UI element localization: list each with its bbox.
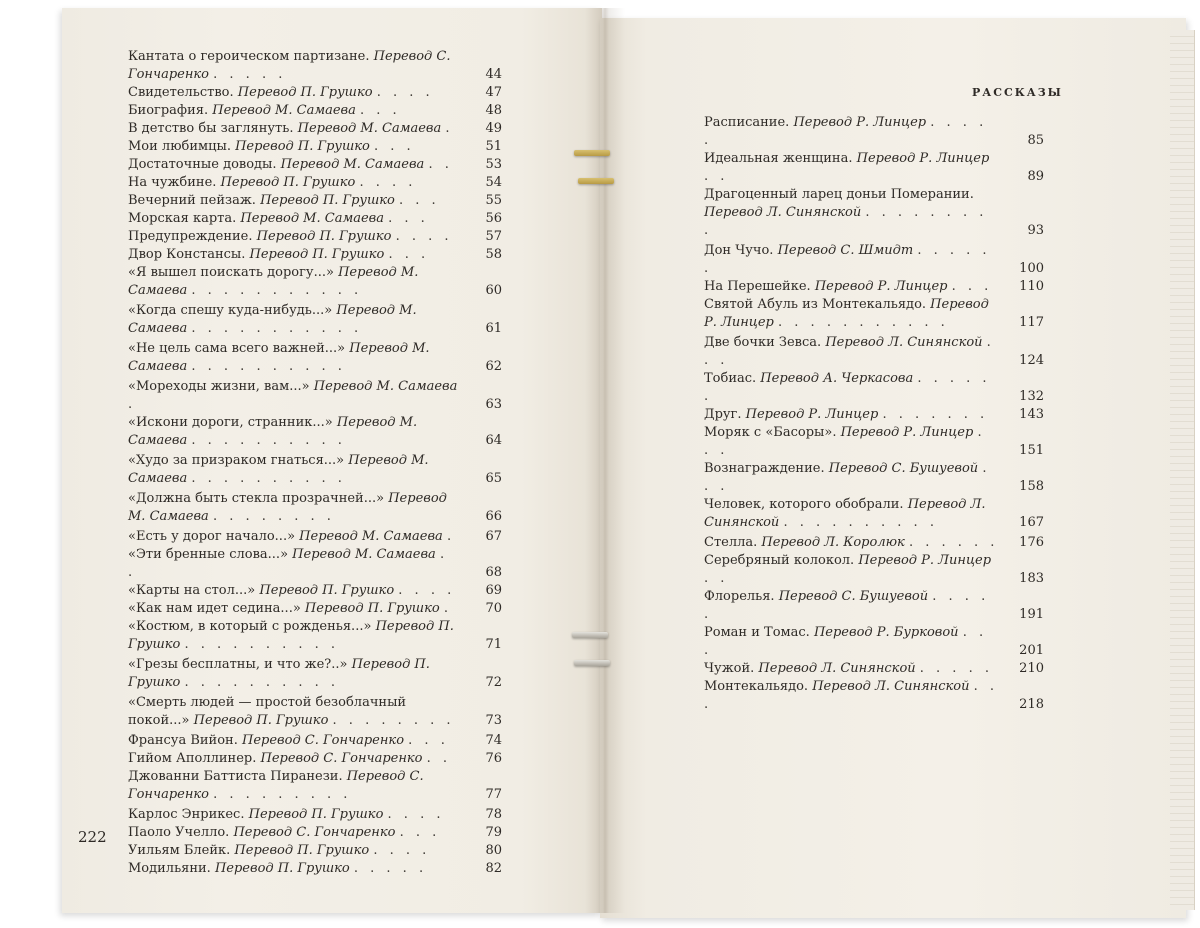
toc-entry: Роман и Томас. Перевод Р. Бурковой . . . 201 bbox=[704, 625, 1044, 658]
toc-entry: Драгоценный ларец доньи Померании. Перевод Л. Синянской . . . . . . . . . 93 bbox=[704, 187, 1044, 238]
entry-translator: Перевод М. Самаева bbox=[128, 265, 419, 298]
entry-translator: Перевод С. Бушуевой bbox=[778, 589, 929, 604]
entry-title: Паоло Учелло. bbox=[128, 825, 230, 840]
entry-translator: Перевод П. Грушко bbox=[260, 193, 395, 208]
entry-title: Тобиас. bbox=[704, 371, 757, 386]
entry-page: 65 bbox=[485, 471, 502, 486]
entry-page: 79 bbox=[485, 825, 502, 840]
staple-bottom-lower bbox=[574, 660, 610, 666]
entry-translator: Перевод С. Гончаренко bbox=[128, 49, 451, 82]
entry-translator: Перевод П. Грушко bbox=[235, 139, 370, 154]
entry-translator: Перевод П. Грушко bbox=[237, 85, 373, 100]
toc-entry: «Не цель сама всего важней...» Перевод М. Самаева . . . . . . . . . . 62 bbox=[128, 341, 502, 374]
entry-title: «Эти бренные слова...» bbox=[128, 547, 289, 562]
toc-entry: «Я вышел поискать дорогу...» Перевод М. Самаева . . . . . . . . . . . 60 bbox=[128, 265, 502, 298]
entry-page: 53 bbox=[485, 157, 502, 172]
entry-translator: Перевод С. Гончаренко bbox=[260, 751, 423, 766]
entry-title: «Как нам идет седина...» bbox=[128, 601, 301, 616]
toc-entry: Расписание. Перевод Р. Линцер . . . . . 85 bbox=[704, 115, 1044, 148]
toc-entry: Серебряный колокол. Перевод Р. Линцер . . 183 bbox=[704, 553, 1044, 586]
toc-entry: Человек, которого обобрали. Перевод Л. Синянской . . . . . . . . . . 167 bbox=[704, 497, 1044, 530]
entry-title: «Мореходы жизни, вам...» bbox=[128, 379, 310, 394]
entry-title: Монтекальядо. bbox=[704, 679, 809, 694]
entry-page: 49 bbox=[485, 121, 502, 136]
entry-translator: Перевод П. Грушко bbox=[304, 601, 440, 616]
entry-title: «Я вышел поискать дорогу...» bbox=[128, 265, 334, 280]
toc-entry: Двор Констансы. Перевод П. Грушко . . . 58 bbox=[128, 247, 502, 262]
section-title: РАССКАЗЫ bbox=[972, 86, 1063, 99]
entry-page: 69 bbox=[485, 583, 502, 598]
toc-entry: «Эти бренные слова...» Перевод М. Самаева . . 68 bbox=[128, 547, 502, 580]
entry-title: «Когда спешу куда-нибудь...» bbox=[128, 303, 333, 318]
entry-translator: Перевод М. Самаева bbox=[280, 157, 425, 172]
entry-translator: Перевод Р. Линцер bbox=[840, 425, 974, 440]
entry-page: 57 bbox=[485, 229, 502, 244]
toc-entry: «Смерть людей — простой безоблачный покой...» Перевод П. Грушко . . . . . . . . 73 bbox=[128, 695, 502, 728]
entry-title: Кантата о героическом партизане. bbox=[128, 49, 370, 64]
entry-title: «Грезы бесплатны, и что же?..» bbox=[128, 657, 348, 672]
toc-entry: «Мореходы жизни, вам...» Перевод М. Самаева . 63 bbox=[128, 379, 502, 412]
entry-translator: Перевод М. Самаева bbox=[212, 103, 356, 118]
entry-title: Идеальная женщина. bbox=[704, 151, 853, 166]
entry-title: Дон Чучо. bbox=[704, 243, 774, 258]
entry-title: «Есть у дорог начало...» bbox=[128, 529, 296, 544]
toc-entry: Моряк с «Басоры». Перевод Р. Линцер . . . 151 bbox=[704, 425, 1044, 458]
entry-page: 167 bbox=[1019, 515, 1044, 530]
entry-title: Франсуа Вийон. bbox=[128, 733, 238, 748]
entry-translator: Перевод М. Самаева bbox=[299, 529, 443, 544]
entry-page: 76 bbox=[485, 751, 502, 766]
entry-title: Морская карта. bbox=[128, 211, 237, 226]
entry-translator: Перевод М. Самаева bbox=[128, 453, 429, 486]
entry-page: 143 bbox=[1019, 407, 1044, 422]
entry-page: 176 bbox=[1019, 535, 1044, 550]
entry-translator: Перевод М. Самаева bbox=[313, 379, 458, 394]
entry-page: 73 bbox=[485, 713, 502, 728]
entry-translator: Перевод Р. Линцер bbox=[814, 279, 948, 294]
toc-entry: Достаточные доводы. Перевод М. Самаева . . 53 bbox=[128, 157, 502, 172]
toc-entry: Вечерний пейзаж. Перевод П. Грушко . . . 55 bbox=[128, 193, 502, 208]
entry-translator: Перевод А. Черкасова bbox=[760, 371, 914, 386]
entry-page: 158 bbox=[1019, 479, 1044, 494]
entry-page: 77 bbox=[485, 787, 502, 802]
entry-page: 72 bbox=[485, 675, 502, 690]
page-number: 222 bbox=[78, 828, 107, 846]
toc-entry: Стелла. Перевод Л. Королюк . . . . . . 176 bbox=[704, 535, 1044, 550]
entry-title: «Костюм, в который с рожденья...» bbox=[128, 619, 372, 634]
entry-page: 93 bbox=[1027, 223, 1044, 238]
entry-page: 70 bbox=[485, 601, 502, 616]
entry-page: 47 bbox=[485, 85, 502, 100]
entry-translator: Перевод Л. Синянской bbox=[704, 205, 862, 220]
entry-title: «Искони дороги, странник...» bbox=[128, 415, 333, 430]
entry-page: 132 bbox=[1019, 389, 1044, 404]
toc-entry: «Худо за призраком гнаться...» Перевод М. Самаева . . . . . . . . . . 65 bbox=[128, 453, 502, 486]
staple-top-lower bbox=[578, 178, 614, 184]
toc-entry: Предупреждение. Перевод П. Грушко . . . . 57 bbox=[128, 229, 502, 244]
entry-title: В детство бы заглянуть. bbox=[128, 121, 294, 136]
toc-entry: «Искони дороги, странник...» Перевод М. Самаева . . . . . . . . . . 64 bbox=[128, 415, 502, 448]
entry-translator: Перевод С. Шмидт bbox=[777, 243, 914, 258]
entry-page: 80 bbox=[485, 843, 502, 858]
toc-entry: Кантата о героическом партизане. Перевод С. Гончаренко . . . . . 44 bbox=[128, 49, 502, 82]
entry-title: «Должна быть стекла прозрачней...» bbox=[128, 491, 385, 506]
entry-page: 44 bbox=[485, 67, 502, 82]
entry-page: 56 bbox=[485, 211, 502, 226]
entry-title: Друг. bbox=[704, 407, 742, 422]
entry-translator: Перевод П. Грушко bbox=[259, 583, 395, 598]
entry-title: Серебряный колокол. bbox=[704, 553, 855, 568]
toc-entry: Модильяни. Перевод П. Грушко . . . . . 82 bbox=[128, 861, 502, 876]
entry-page: 71 bbox=[485, 637, 502, 652]
entry-translator: Перевод М. Самаева bbox=[128, 491, 447, 524]
entry-translator: Перевод М. Самаева bbox=[128, 415, 418, 448]
entry-page: 54 bbox=[485, 175, 502, 190]
page-edges bbox=[1170, 30, 1195, 910]
entry-page: 89 bbox=[1027, 169, 1044, 184]
entry-title: На чужбине. bbox=[128, 175, 217, 190]
toc-entry: Святой Абуль из Монтекальядо. Перевод Р. Линцер . . . . . . . . . . . 117 bbox=[704, 297, 1044, 330]
entry-page: 74 bbox=[485, 733, 502, 748]
entry-translator: Перевод Л. Синянской bbox=[704, 497, 986, 530]
toc-entry: «Карты на стол...» Перевод П. Грушко . . . . 69 bbox=[128, 583, 502, 598]
toc-entry: Морская карта. Перевод М. Самаева . . . 56 bbox=[128, 211, 502, 226]
entry-title: Роман и Томас. bbox=[704, 625, 810, 640]
entry-page: 64 bbox=[485, 433, 502, 448]
entry-translator: Перевод П. Грушко bbox=[214, 861, 350, 876]
entry-translator: Перевод П. Грушко bbox=[193, 713, 329, 728]
entry-page: 67 bbox=[485, 529, 502, 544]
entry-translator: Перевод С. Гончаренко bbox=[242, 733, 405, 748]
entry-page: 124 bbox=[1019, 353, 1044, 368]
entry-translator: Перевод С. Гончаренко bbox=[128, 769, 424, 802]
entry-translator: Перевод Р. Линцер bbox=[858, 553, 992, 568]
entry-page: 100 bbox=[1019, 261, 1044, 276]
entry-title: Джованни Баттиста Пиранези. bbox=[128, 769, 343, 784]
entry-translator: Перевод П. Грушко bbox=[248, 807, 384, 822]
entry-title: Флорелья. bbox=[704, 589, 775, 604]
entry-page: 66 bbox=[485, 509, 502, 524]
entry-title: Двор Констансы. bbox=[128, 247, 246, 262]
entry-translator: Перевод М. Самаева bbox=[292, 547, 436, 562]
toc-entry: Франсуа Вийон. Перевод С. Гончаренко . . . 74 bbox=[128, 733, 502, 748]
toc-entry: Монтекальядо. Перевод Л. Синянской . . . 218 bbox=[704, 679, 1044, 712]
staple-bottom bbox=[572, 632, 608, 638]
entry-translator: Перевод Р. Линцер bbox=[856, 151, 990, 166]
entry-page: 68 bbox=[485, 565, 502, 580]
toc-entry: Идеальная женщина. Перевод Р. Линцер . . 89 bbox=[704, 151, 1044, 184]
toc-entry: Джованни Баттиста Пиранези. Перевод С. Гончаренко . . . . . . . . . 77 bbox=[128, 769, 502, 802]
toc-entry: «Как нам идет седина...» Перевод П. Грушко . 70 bbox=[128, 601, 502, 616]
toc-entry: Карлос Энрикес. Перевод П. Грушко . . . . 78 bbox=[128, 807, 502, 822]
entry-translator: Перевод П. Грушко bbox=[128, 657, 430, 690]
toc-entry: Дон Чучо. Перевод С. Шмидт . . . . . . 100 bbox=[704, 243, 1044, 276]
entry-page: 60 bbox=[485, 283, 502, 298]
entry-page: 110 bbox=[1019, 279, 1044, 294]
entry-page: 85 bbox=[1027, 133, 1044, 148]
entry-page: 183 bbox=[1019, 571, 1044, 586]
entry-translator: Перевод П. Грушко bbox=[256, 229, 392, 244]
entry-translator: Перевод Р. Линцер bbox=[793, 115, 927, 130]
entry-translator: Перевод Л. Синянской bbox=[812, 679, 970, 694]
entry-translator: Перевод М. Самаева bbox=[128, 303, 417, 336]
entry-title: «Карты на стол...» bbox=[128, 583, 256, 598]
toc-entry: Биография. Перевод М. Самаева . . . 48 bbox=[128, 103, 502, 118]
entry-translator: Перевод С. Гончаренко bbox=[233, 825, 396, 840]
toc-entry: «Грезы бесплатны, и что же?..» Перевод П. Грушко . . . . . . . . . . 72 bbox=[128, 657, 502, 690]
entry-title: Вечерний пейзаж. bbox=[128, 193, 256, 208]
toc-entry: На Перешейке. Перевод Р. Линцер . . . 110 bbox=[704, 279, 1044, 294]
entry-page: 58 bbox=[485, 247, 502, 262]
entry-title: «Не цель сама всего важней...» bbox=[128, 341, 346, 356]
entry-title: На Перешейке. bbox=[704, 279, 811, 294]
entry-title: Расписание. bbox=[704, 115, 790, 130]
toc-entry: Флорелья. Перевод С. Бушуевой . . . . . 191 bbox=[704, 589, 1044, 622]
entry-title: Свидетельство. bbox=[128, 85, 234, 100]
toc-entry: Друг. Перевод Р. Линцер . . . . . . . 143 bbox=[704, 407, 1044, 422]
entry-title: «Худо за призраком гнаться...» bbox=[128, 453, 345, 468]
entry-page: 63 bbox=[485, 397, 502, 412]
entry-translator: Перевод Р. Линцер bbox=[704, 297, 989, 330]
entry-translator: Перевод М. Самаева bbox=[240, 211, 384, 226]
toc-entry: В детство бы заглянуть. Перевод М. Самаева . 49 bbox=[128, 121, 502, 136]
entry-title: Святой Абуль из Монтекальядо. bbox=[704, 297, 927, 312]
entry-translator: Перевод П. Грушко bbox=[128, 619, 454, 652]
entry-translator: Перевод Л. Королюк bbox=[761, 535, 905, 550]
toc-entry: Гийом Аполлинер. Перевод С. Гончаренко . . 76 bbox=[128, 751, 502, 766]
entry-translator: Перевод Л. Синянской bbox=[825, 335, 983, 350]
entry-title: Вознаграждение. bbox=[704, 461, 825, 476]
entry-title: Модильяни. bbox=[128, 861, 211, 876]
entry-title: Чужой. bbox=[704, 661, 755, 676]
entry-title: Драгоценный ларец доньи Померании. bbox=[704, 187, 974, 202]
toc-entry: «Костюм, в который с рожденья...» Перевод П. Грушко . . . . . . . . . . 71 bbox=[128, 619, 502, 652]
entry-page: 51 bbox=[485, 139, 502, 154]
entry-page: 201 bbox=[1019, 643, 1044, 658]
entry-title: Человек, которого обобрали. bbox=[704, 497, 904, 512]
toc-entry: Уильям Блейк. Перевод П. Грушко . . . . 80 bbox=[128, 843, 502, 858]
toc-entry: Тобиас. Перевод А. Черкасова . . . . . . 132 bbox=[704, 371, 1044, 404]
toc-entry: «Когда спешу куда-нибудь...» Перевод М. Самаева . . . . . . . . . . . 61 bbox=[128, 303, 502, 336]
entry-title: Гийом Аполлинер. bbox=[128, 751, 257, 766]
toc-entry: «Есть у дорог начало...» Перевод М. Самаева . 67 bbox=[128, 529, 502, 544]
entry-title: Биография. bbox=[128, 103, 209, 118]
entry-translator: Перевод Р. Линцер bbox=[745, 407, 879, 422]
entry-title: «Смерть людей — простой безоблачный покой...» bbox=[128, 695, 407, 728]
toc-entry: Паоло Учелло. Перевод С. Гончаренко . . . 79 bbox=[128, 825, 502, 840]
entry-page: 55 bbox=[485, 193, 502, 208]
entry-page: 218 bbox=[1019, 697, 1044, 712]
entry-page: 48 bbox=[485, 103, 502, 118]
entry-translator: Перевод Л. Синянской bbox=[758, 661, 916, 676]
entry-title: Две бочки Зевса. bbox=[704, 335, 822, 350]
staple-top bbox=[574, 150, 610, 156]
entry-title: Мои любимцы. bbox=[128, 139, 231, 154]
entry-page: 61 bbox=[485, 321, 502, 336]
entry-translator: Перевод С. Бушуевой bbox=[828, 461, 979, 476]
entry-page: 191 bbox=[1019, 607, 1044, 622]
toc-left bbox=[128, 48, 502, 878]
entry-translator: Перевод П. Грушко bbox=[234, 843, 370, 858]
entry-translator: Перевод Р. Бурковой bbox=[813, 625, 959, 640]
binding-gutter bbox=[585, 8, 625, 913]
toc-entry: Свидетельство. Перевод П. Грушко . . . . 47 bbox=[128, 85, 502, 100]
toc-entry: Две бочки Зевса. Перевод Л. Синянской . . . 124 bbox=[704, 335, 1044, 368]
entry-page: 151 bbox=[1019, 443, 1044, 458]
entry-page: 210 bbox=[1019, 661, 1044, 676]
entry-translator: Перевод П. Грушко bbox=[249, 247, 385, 262]
toc-entry: Мои любимцы. Перевод П. Грушко . . . 51 bbox=[128, 139, 502, 154]
entry-title: Моряк с «Басоры». bbox=[704, 425, 837, 440]
entry-title: Предупреждение. bbox=[128, 229, 253, 244]
toc-entry: Чужой. Перевод Л. Синянской . . . . . 210 bbox=[704, 661, 1044, 676]
toc-entry: «Должна быть стекла прозрачней...» Перевод М. Самаева . . . . . . . . 66 bbox=[128, 491, 502, 524]
entry-page: 117 bbox=[1019, 315, 1044, 330]
toc-entry: На чужбине. Перевод П. Грушко . . . . 54 bbox=[128, 175, 502, 190]
entry-page: 82 bbox=[485, 861, 502, 876]
entry-translator: Перевод М. Самаева bbox=[128, 341, 430, 374]
entry-title: Достаточные доводы. bbox=[128, 157, 277, 172]
toc-entry: Вознаграждение. Перевод С. Бушуевой . . . 158 bbox=[704, 461, 1044, 494]
entry-title: Стелла. bbox=[704, 535, 758, 550]
entry-translator: Перевод М. Самаева bbox=[297, 121, 442, 136]
entry-title: Уильям Блейк. bbox=[128, 843, 231, 858]
entry-page: 78 bbox=[485, 807, 502, 822]
toc-right bbox=[704, 114, 1044, 714]
entry-title: Карлос Энрикес. bbox=[128, 807, 245, 822]
entry-translator: Перевод П. Грушко bbox=[220, 175, 356, 190]
entry-page: 62 bbox=[485, 359, 502, 374]
